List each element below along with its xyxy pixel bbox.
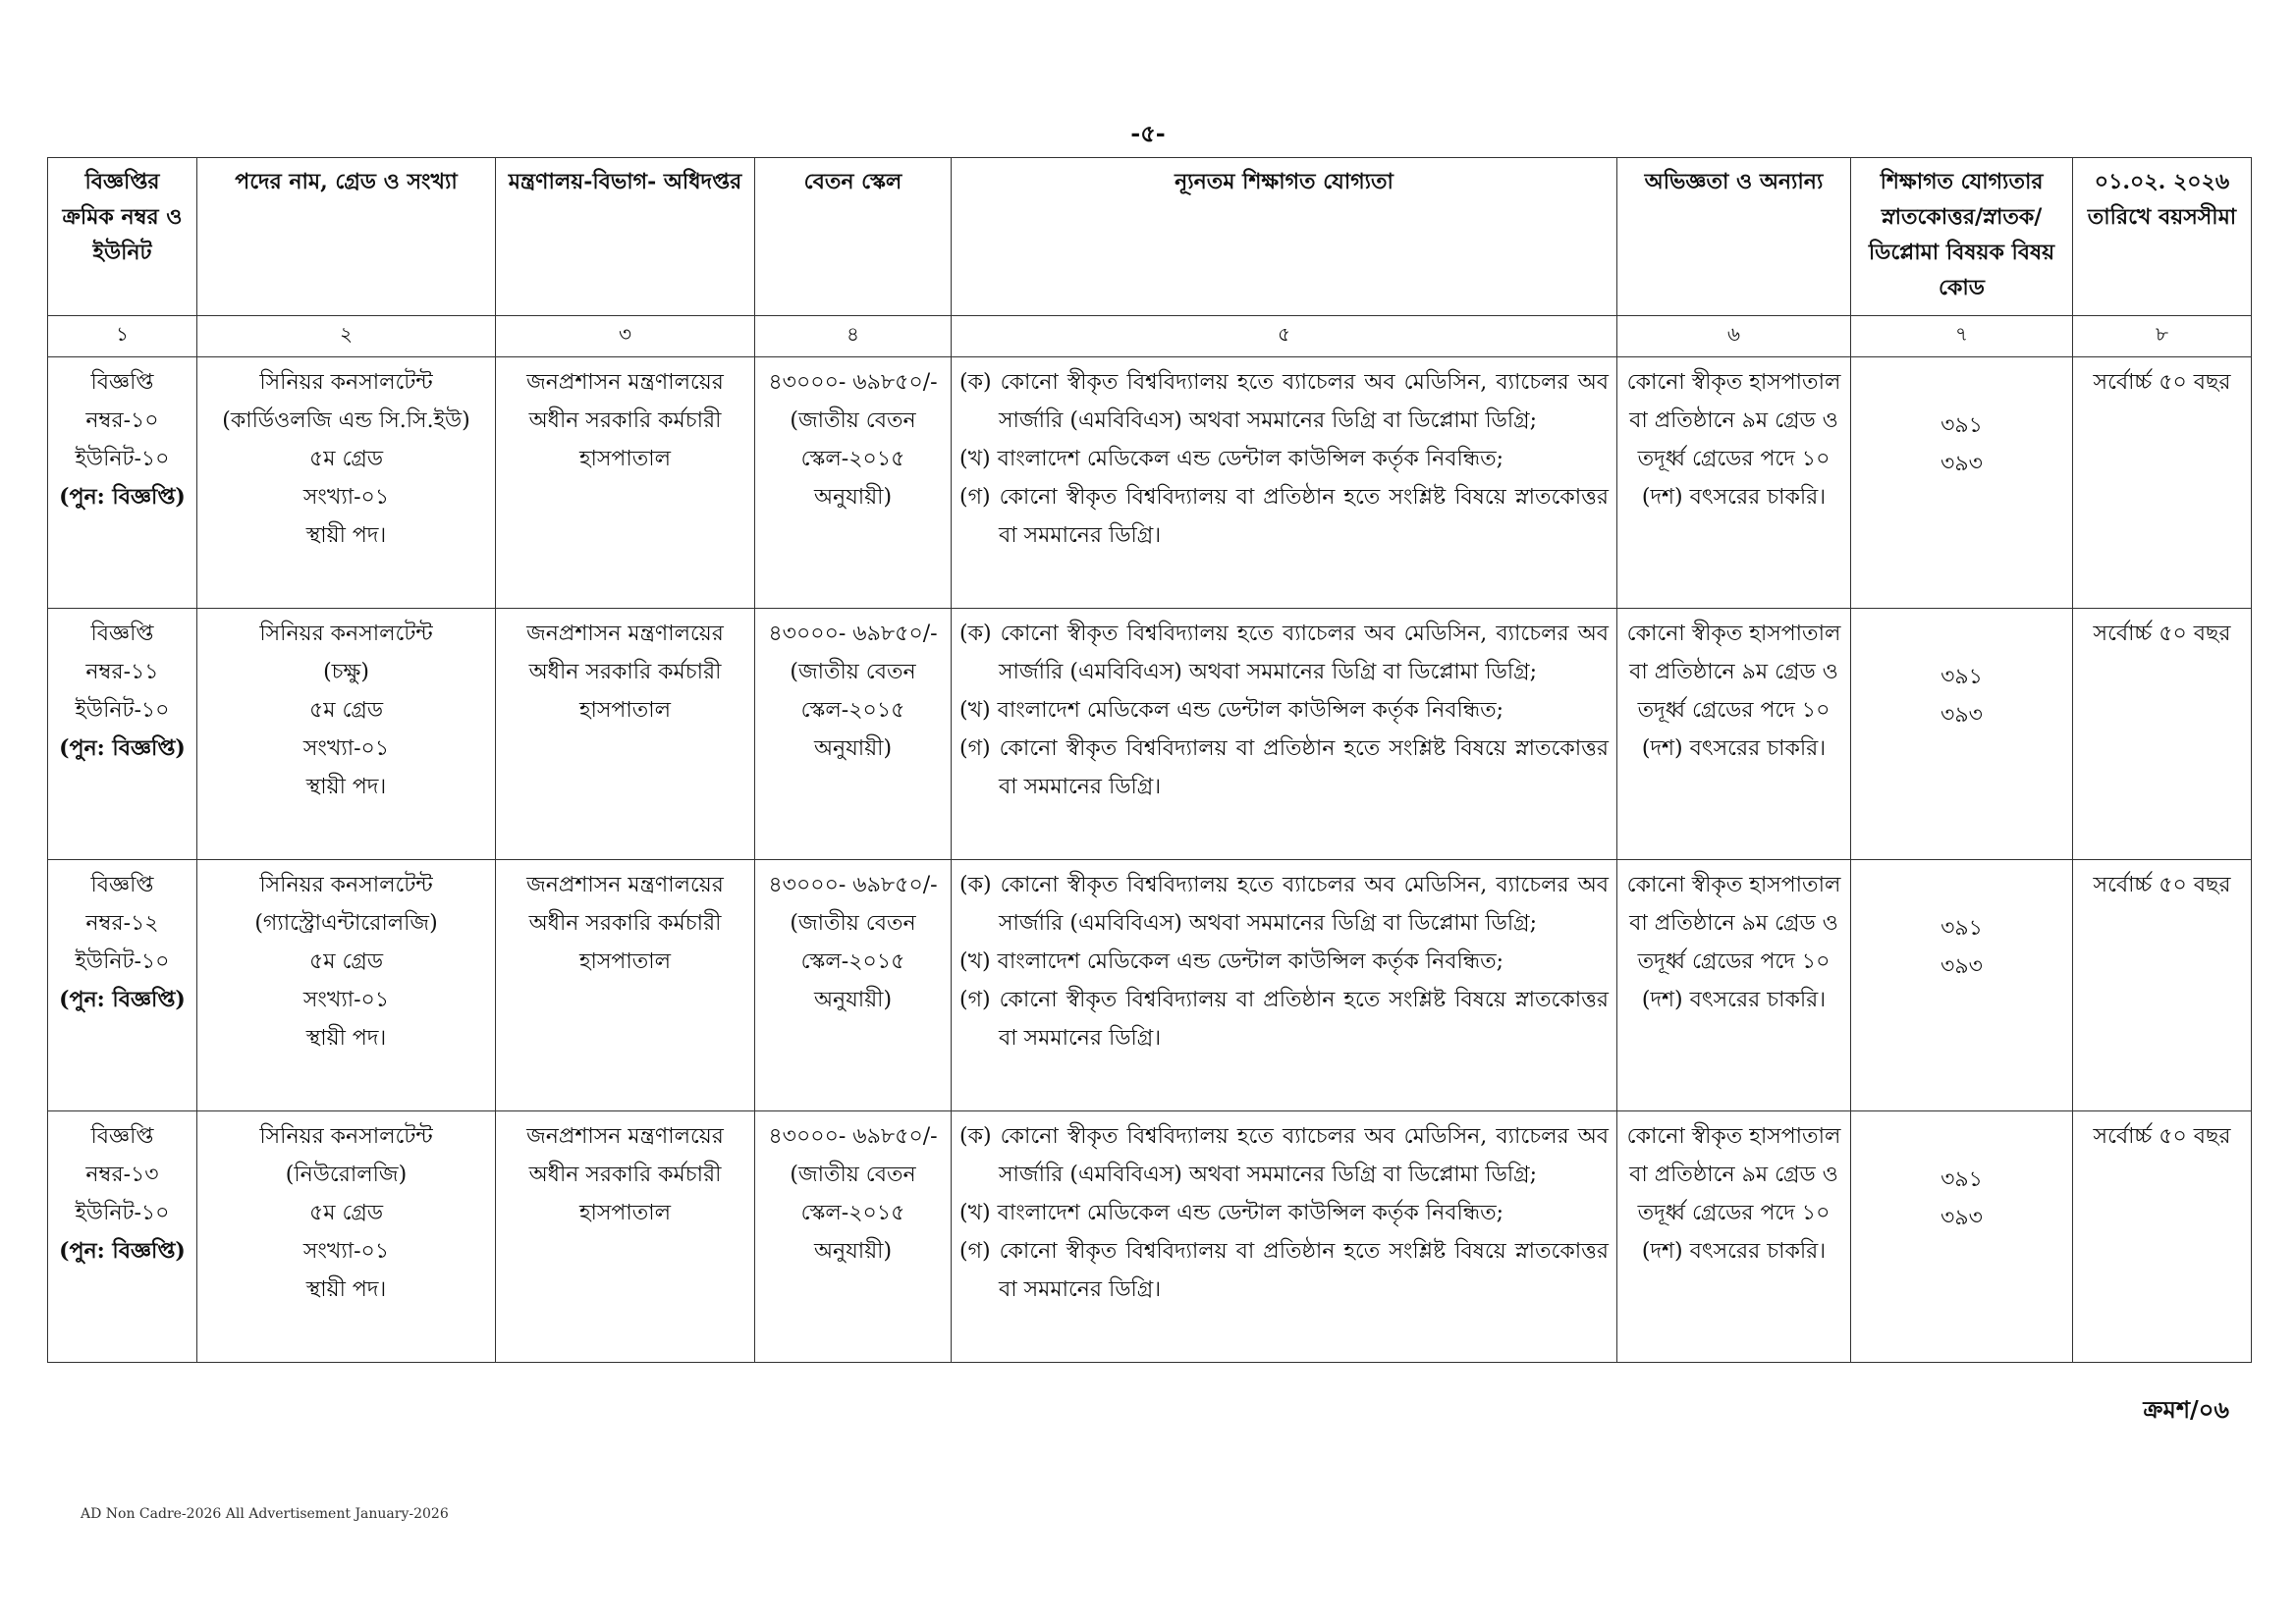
- qualification-item: (খ) বাংলাদেশ মেডিকেল এন্ড ডেন্টাল কাউন্সিল কর্তৃক নিবন্ধিত;: [959, 698, 1504, 723]
- header-subject-code: শিক্ষাগত যোগ্যতার স্নাতকোত্তর/স্নাতক/ ডিপ্লোমা বিষয়ক বিষয় কোড: [1851, 158, 2073, 316]
- continuation-label: ক্রমশ/০৬: [2143, 1395, 2229, 1424]
- qualification-cell: [952, 609, 1617, 860]
- re-notice-label: (পুন: বিজ্ঞপ্তি): [59, 1238, 186, 1264]
- column-number: ১: [48, 316, 197, 357]
- age-limit-cell: সর্বোর্চ্চ ৫০ বছর: [2073, 1111, 2252, 1363]
- subject-code: ৩৯১: [1941, 413, 1983, 438]
- experience-cell: কোনো স্বীকৃত হাসপাতাল বা প্রতিষ্ঠানে ৯ম গ্রেড ও তদূর্ধ্ব গ্রেডের পদে ১০ (দশ) বৎসরের চাকরি।: [1617, 609, 1851, 860]
- qualification-item: (খ) বাংলাদেশ মেডিকেল এন্ড ডেন্টাল কাউন্সিল কর্তৃক নিবন্ধিত;: [959, 949, 1504, 974]
- experience-cell: কোনো স্বীকৃত হাসপাতাল বা প্রতিষ্ঠানে ৯ম গ্রেড ও তদূর্ধ্ব গ্রেডের পদে ১০ (দশ) বৎসরের চাকরি।: [1617, 357, 1851, 609]
- header-row: [48, 158, 2252, 316]
- post-cell: [197, 609, 496, 860]
- table-row: [48, 860, 2252, 1111]
- ministry-cell: জনপ্রশাসন মন্ত্রণালয়ের অধীন সরকারি কর্মচারী হাসপাতাল: [496, 1111, 755, 1363]
- table-row: [48, 1111, 2252, 1363]
- subject-code: ৩৯৩: [1941, 954, 1983, 979]
- pay-scale-cell: ৪৩০০০- ৬৯৮৫০/- (জাতীয় বেতন স্কেল-২০১৫ অনুযায়ী): [755, 1111, 952, 1363]
- column-number: ৫: [952, 316, 1617, 357]
- qualification-item: (গ) কোনো স্বীকৃত বিশ্ববিদ্যালয় বা প্রতিষ্ঠান হতে সংশ্লিষ্ট বিষয়ে স্নাতকোত্তর বা সমমানের ডিগ্রি।: [959, 736, 1609, 799]
- ministry-cell: জনপ্রশাসন মন্ত্রণালয়ের অধীন সরকারি কর্মচারী হাসপাতাল: [496, 609, 755, 860]
- column-number-row: [48, 316, 2252, 357]
- table-row: [48, 609, 2252, 860]
- header-ministry: মন্ত্রণালয়-বিভাগ- অধিদপ্তর: [496, 158, 755, 316]
- post-speciality: (চক্ষু): [323, 660, 369, 684]
- qualification-item: (গ) কোনো স্বীকৃত বিশ্ববিদ্যালয় বা প্রতিষ্ঠান হতে সংশ্লিষ্ট বিষয়ে স্নাতকোত্তর বা সমমানের ডিগ্রি।: [959, 1239, 1609, 1302]
- post-grade: ৫ম গ্রেড: [308, 949, 384, 974]
- subject-code: ৩৯৩: [1941, 1206, 1983, 1230]
- qualification-cell: [952, 860, 1617, 1111]
- table-row: [48, 357, 2252, 609]
- re-notice-label: (পুন: বিজ্ঞপ্তি): [59, 987, 186, 1012]
- post-type: স্থায়ী পদ।: [305, 1277, 387, 1302]
- recruitment-table: [47, 157, 2252, 1363]
- re-notice-label: (পুন: বিজ্ঞপ্তি): [59, 735, 186, 761]
- column-number: ৪: [755, 316, 952, 357]
- notice-number: বিজ্ঞপ্তি নম্বর-১০: [85, 370, 159, 433]
- age-limit-cell: সর্বোর্চ্চ ৫০ বছর: [2073, 357, 2252, 609]
- post-speciality: (নিউরোলজি): [285, 1163, 408, 1187]
- subject-code: ৩৯১: [1941, 665, 1983, 689]
- post-title: সিনিয়র কনসালটেন্ট: [259, 1124, 433, 1149]
- re-notice-label: (পুন: বিজ্ঞপ্তি): [59, 484, 186, 510]
- qualification-item: (খ) বাংলাদেশ মেডিকেল এন্ড ডেন্টাল কাউন্সিল কর্তৃক নিবন্ধিত;: [959, 447, 1504, 471]
- post-count: সংখ্যা-০১: [302, 988, 390, 1012]
- header-notice-unit: বিজ্ঞপ্তির ক্রমিক নম্বর ও ইউনিট: [48, 158, 197, 316]
- post-count: সংখ্যা-০১: [302, 485, 390, 510]
- post-grade: ৫ম গ্রেড: [308, 447, 384, 471]
- post-grade: ৫ম গ্রেড: [308, 1201, 384, 1225]
- post-title: সিনিয়র কনসালটেন্ট: [259, 622, 433, 646]
- experience-cell: কোনো স্বীকৃত হাসপাতাল বা প্রতিষ্ঠানে ৯ম গ্রেড ও তদূর্ধ্ব গ্রেডের পদে ১০ (দশ) বৎসরের চাকরি।: [1617, 860, 1851, 1111]
- qualification-item: (ক) কোনো স্বীকৃত বিশ্ববিদ্যালয় হতে ব্যাচেলর অব মেডিসিন, ব্যাচেলর অব সার্জারি (এমবিবিএস) অথবা সমমানের ডিগ্রি বা ডিপ্লোমা ডিগ্রি;: [959, 1124, 1609, 1187]
- column-number: ৮: [2073, 316, 2252, 357]
- unit-label: ইউনিট-১০: [75, 447, 170, 471]
- post-grade: ৫ম গ্রেড: [308, 698, 384, 723]
- qualification-item: (গ) কোনো স্বীকৃত বিশ্ববিদ্যালয় বা প্রতিষ্ঠান হতে সংশ্লিষ্ট বিষয়ে স্নাতকোত্তর বা সমমানের ডিগ্রি।: [959, 988, 1609, 1051]
- ministry-cell: জনপ্রশাসন মন্ত্রণালয়ের অধীন সরকারি কর্মচারী হাসপাতাল: [496, 357, 755, 609]
- pay-scale-cell: ৪৩০০০- ৬৯৮৫০/- (জাতীয় বেতন স্কেল-২০১৫ অনুযায়ী): [755, 609, 952, 860]
- pay-scale-cell: ৪৩০০০- ৬৯৮৫০/- (জাতীয় বেতন স্কেল-২০১৫ অনুযায়ী): [755, 357, 952, 609]
- column-number: ৩: [496, 316, 755, 357]
- post-count: সংখ্যা-০১: [302, 736, 390, 761]
- notice-cell: [48, 860, 197, 1111]
- post-title: সিনিয়র কনসালটেন্ট: [259, 370, 433, 395]
- post-speciality: (কার্ডিওলজি এন্ড সি.সি.ইউ): [222, 408, 470, 433]
- header-experience: অভিজ্ঞতা ও অন্যান্য: [1617, 158, 1851, 316]
- notice-number: বিজ্ঞপ্তি নম্বর-১৩: [85, 1124, 159, 1187]
- subject-code-cell: [1851, 1111, 2073, 1363]
- qualification-item: (ক) কোনো স্বীকৃত বিশ্ববিদ্যালয় হতে ব্যাচেলর অব মেডিসিন, ব্যাচেলর অব সার্জারি (এমবিবিএস) অথবা সমমানের ডিগ্রি বা ডিপ্লোমা ডিগ্রি;: [959, 370, 1609, 433]
- subject-code-cell: [1851, 357, 2073, 609]
- post-cell: [197, 357, 496, 609]
- post-speciality: (গ্যাস্ট্রোএন্টারোলজি): [254, 911, 438, 936]
- notice-cell: [48, 1111, 197, 1363]
- unit-label: ইউনিট-১০: [75, 698, 170, 723]
- age-limit-cell: সর্বোর্চ্চ ৫০ বছর: [2073, 860, 2252, 1111]
- age-limit-cell: সর্বোর্চ্চ ৫০ বছর: [2073, 609, 2252, 860]
- post-cell: [197, 1111, 496, 1363]
- subject-code: ৩৯৩: [1941, 452, 1983, 476]
- page-number: -৫-: [1130, 119, 1166, 147]
- post-cell: [197, 860, 496, 1111]
- notice-cell: [48, 609, 197, 860]
- experience-cell: কোনো স্বীকৃত হাসপাতাল বা প্রতিষ্ঠানে ৯ম গ্রেড ও তদূর্ধ্ব গ্রেডের পদে ১০ (দশ) বৎসরের চাকরি।: [1617, 1111, 1851, 1363]
- header-age-limit: ০১.০২. ২০২৬ তারিখে বয়সসীমা: [2073, 158, 2252, 316]
- qualification-cell: [952, 357, 1617, 609]
- subject-code: ৩৯১: [1941, 916, 1983, 941]
- column-number: ২: [197, 316, 496, 357]
- qualification-item: (খ) বাংলাদেশ মেডিকেল এন্ড ডেন্টাল কাউন্সিল কর্তৃক নিবন্ধিত;: [959, 1201, 1504, 1225]
- notice-number: বিজ্ঞপ্তি নম্বর-১২: [85, 873, 159, 936]
- header-post: পদের নাম, গ্রেড ও সংখ্যা: [197, 158, 496, 316]
- qualification-cell: [952, 1111, 1617, 1363]
- pay-scale-cell: ৪৩০০০- ৬৯৮৫০/- (জাতীয় বেতন স্কেল-২০১৫ অনুযায়ী): [755, 860, 952, 1111]
- column-number: ৬: [1617, 316, 1851, 357]
- header-qualification: ন্যূনতম শিক্ষাগত যোগ্যতা: [952, 158, 1617, 316]
- subject-code-cell: [1851, 860, 2073, 1111]
- post-type: স্থায়ী পদ।: [305, 523, 387, 548]
- footer-note: AD Non Cadre-2026 All Advertisement January-2026: [81, 1506, 449, 1522]
- notice-cell: [48, 357, 197, 609]
- qualification-item: (ক) কোনো স্বীকৃত বিশ্ববিদ্যালয় হতে ব্যাচেলর অব মেডিসিন, ব্যাচেলর অব সার্জারি (এমবিবিএস) অথবা সমমানের ডিগ্রি বা ডিপ্লোমা ডিগ্রি;: [959, 622, 1609, 684]
- notice-number: বিজ্ঞপ্তি নম্বর-১১: [85, 622, 159, 684]
- post-title: সিনিয়র কনসালটেন্ট: [259, 873, 433, 897]
- subject-code-cell: [1851, 609, 2073, 860]
- subject-code: ৩৯৩: [1941, 703, 1983, 728]
- post-type: স্থায়ী পদ।: [305, 775, 387, 799]
- ministry-cell: জনপ্রশাসন মন্ত্রণালয়ের অধীন সরকারি কর্মচারী হাসপাতাল: [496, 860, 755, 1111]
- qualification-item: (গ) কোনো স্বীকৃত বিশ্ববিদ্যালয় বা প্রতিষ্ঠান হতে সংশ্লিষ্ট বিষয়ে স্নাতকোত্তর বা সমমানের ডিগ্রি।: [959, 485, 1609, 548]
- post-count: সংখ্যা-০১: [302, 1239, 390, 1264]
- header-pay-scale: বেতন স্কেল: [755, 158, 952, 316]
- unit-label: ইউনিট-১০: [75, 1201, 170, 1225]
- qualification-item: (ক) কোনো স্বীকৃত বিশ্ববিদ্যালয় হতে ব্যাচেলর অব মেডিসিন, ব্যাচেলর অব সার্জারি (এমবিবিএস) অথবা সমমানের ডিগ্রি বা ডিপ্লোমা ডিগ্রি;: [959, 873, 1609, 936]
- post-type: স্থায়ী পদ।: [305, 1026, 387, 1051]
- unit-label: ইউনিট-১০: [75, 949, 170, 974]
- column-number: ৭: [1851, 316, 2073, 357]
- subject-code: ৩৯১: [1941, 1167, 1983, 1192]
